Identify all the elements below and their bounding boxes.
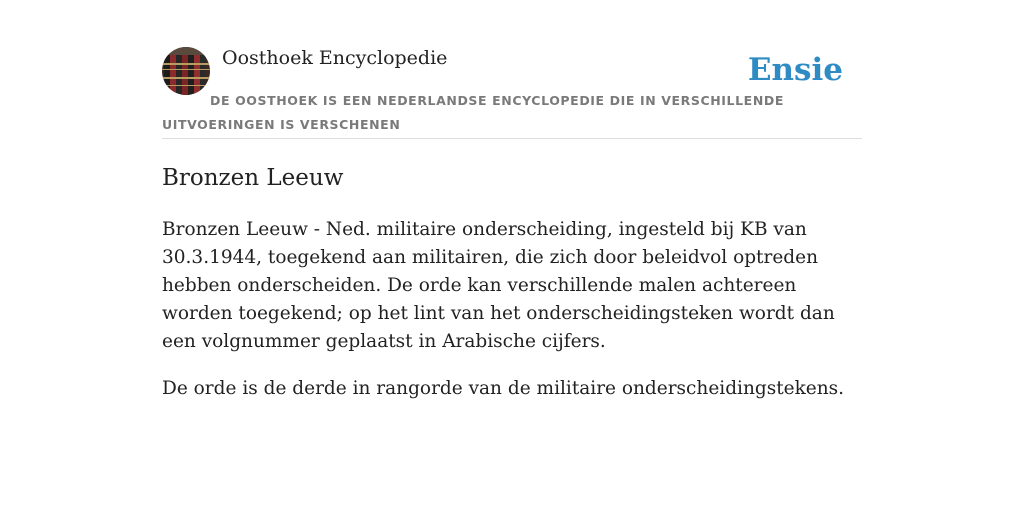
brand-logo[interactable]: Ensie	[747, 52, 843, 88]
article-title: Bronzen Leeuw	[162, 165, 344, 191]
source-description: DE OOSTHOEK IS EEN NEDERLANDSE ENCYCLOPEDIE DIE IN VERSCHILLENDE UITVOERINGEN IS VERSCHENEN	[162, 93, 784, 132]
article-body	[162, 216, 862, 422]
source-name[interactable]: Oosthoek Encyclopedie	[222, 47, 448, 69]
article-paragraph: Bronzen Leeuw - Ned. militaire onderscheiding, ingesteld bij KB van 30.3.1944, toegekend aan militairen, die zich door beleidvol optreden hebben onderscheiden. De orde kan verschillende malen achtereen worden toegekend; op het lint van het onderscheidingsteken wordt dan een volgnummer geplaatst in Arabische cijfers.	[162, 219, 835, 352]
source-avatar[interactable]	[162, 47, 210, 95]
encyclopedia-books-icon	[162, 47, 210, 95]
page-container	[162, 0, 862, 399]
source-header	[162, 0, 862, 139]
article-paragraph: De orde is de derde in rangorde van de militaire onderscheidingstekens.	[162, 378, 845, 399]
